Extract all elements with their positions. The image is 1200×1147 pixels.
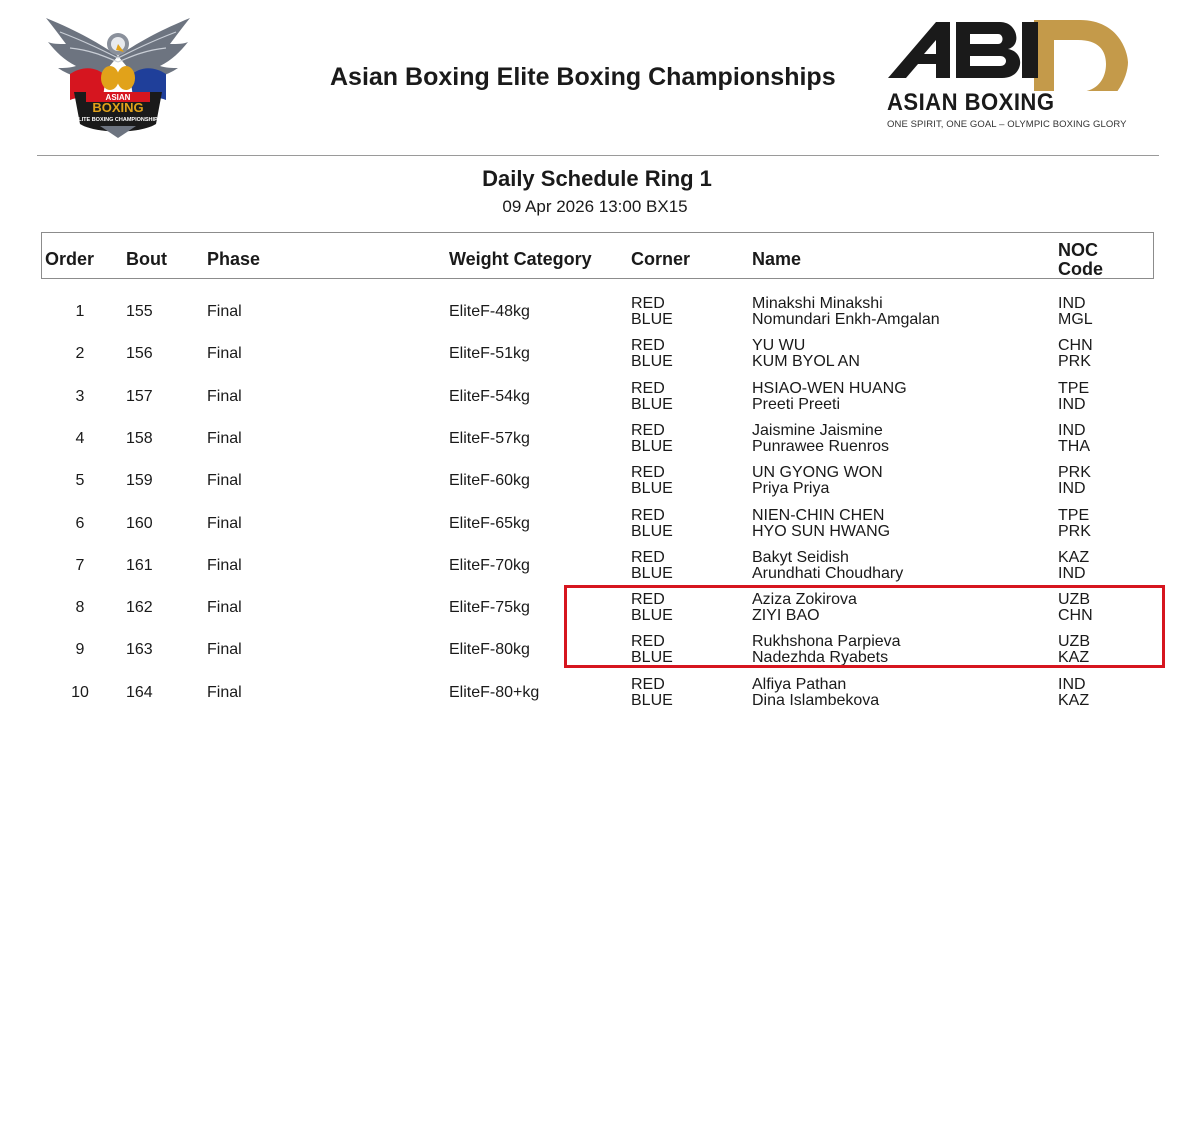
cell-order: 7 xyxy=(75,557,85,574)
cell-name xyxy=(752,677,879,709)
cell-corner xyxy=(631,423,673,455)
table-row xyxy=(0,461,1200,501)
column-header-corner: Corner xyxy=(631,249,691,269)
cell-weight: EliteF-80kg xyxy=(449,641,530,658)
cell-order: 5 xyxy=(75,472,85,489)
cell-weight: EliteF-75kg xyxy=(449,599,530,616)
table-row xyxy=(0,504,1200,544)
cell-phase: Final xyxy=(207,599,242,616)
cell-noc xyxy=(1058,677,1089,709)
cell-bout: 157 xyxy=(126,388,153,405)
cell-noc-blue: PRK xyxy=(1058,353,1091,370)
cell-weight: EliteF-51kg xyxy=(449,345,530,362)
cell-corner-blue: BLUE xyxy=(631,311,673,328)
cell-name xyxy=(752,508,890,540)
cell-name xyxy=(752,381,907,413)
cell-weight: EliteF-80+kg xyxy=(449,684,540,701)
cell-name-red: Alfiya Pathan xyxy=(752,676,847,693)
cell-corner-red: RED xyxy=(631,380,665,397)
table-row xyxy=(0,377,1200,417)
cell-phase: Final xyxy=(207,515,242,532)
cell-name xyxy=(752,296,940,328)
cell-corner xyxy=(631,550,673,582)
cell-name-red: Jaismine Jaismine xyxy=(752,422,883,439)
cell-corner xyxy=(631,508,673,540)
cell-corner-blue: BLUE xyxy=(631,607,673,624)
emblem-line1: ASIAN xyxy=(105,93,131,102)
cell-corner-blue: BLUE xyxy=(631,565,673,582)
event-title: Asian Boxing Elite Boxing Championships xyxy=(330,63,836,91)
column-header-order: Order xyxy=(45,249,95,269)
cell-weight: EliteF-57kg xyxy=(449,430,530,447)
cell-noc xyxy=(1058,550,1089,582)
cell-name-red: UN GYONG WON xyxy=(752,464,883,481)
cell-noc-red: IND xyxy=(1058,676,1086,693)
abd-logo-icon xyxy=(884,16,1134,91)
cell-bout: 161 xyxy=(126,557,153,574)
cell-noc-blue: CHN xyxy=(1058,607,1093,624)
cell-order: 2 xyxy=(75,345,85,362)
cell-phase: Final xyxy=(207,557,242,574)
cell-name xyxy=(752,423,889,455)
cell-noc-blue: IND xyxy=(1058,396,1086,413)
cell-noc xyxy=(1058,508,1091,540)
cell-noc-red: KAZ xyxy=(1058,549,1090,566)
cell-corner-red: RED xyxy=(631,676,665,693)
cell-name-blue: Dina Islambekova xyxy=(752,692,880,709)
column-header-noc-line2: Code xyxy=(1058,259,1103,279)
cell-noc-blue: THA xyxy=(1058,438,1090,455)
asian-boxing-tagline: ONE SPIRIT, ONE GOAL – OLYMPIC BOXING GLORY xyxy=(887,119,1127,130)
emblem-line3: ELITE BOXING CHAMPIONSHIPS xyxy=(74,117,162,123)
cell-name-blue: ZIYI BAO xyxy=(752,607,820,624)
cell-noc-red: IND xyxy=(1058,295,1086,312)
cell-phase: Final xyxy=(207,430,242,447)
cell-corner-red: RED xyxy=(631,337,665,354)
cell-name xyxy=(752,465,883,497)
column-header-phase: Phase xyxy=(207,249,261,269)
cell-corner-blue: BLUE xyxy=(631,396,673,413)
cell-corner-red: RED xyxy=(631,633,665,650)
cell-corner-red: RED xyxy=(631,422,665,439)
cell-order: 1 xyxy=(75,303,85,320)
cell-bout: 160 xyxy=(126,515,153,532)
cell-bout: 155 xyxy=(126,303,153,320)
cell-weight: EliteF-65kg xyxy=(449,515,530,532)
cell-weight: EliteF-48kg xyxy=(449,303,530,320)
cell-order: 6 xyxy=(75,515,85,532)
table-row xyxy=(0,292,1200,332)
cell-noc xyxy=(1058,381,1089,413)
cell-noc-blue: KAZ xyxy=(1058,692,1090,709)
cell-noc-red: PRK xyxy=(1058,464,1091,481)
cell-noc-red: UZB xyxy=(1058,591,1090,608)
cell-name-red: Bakyt Seidish xyxy=(752,549,849,566)
cell-corner xyxy=(631,677,673,709)
schedule-title: Daily Schedule Ring 1 xyxy=(482,166,712,191)
cell-phase: Final xyxy=(207,684,242,701)
cell-name-blue: Arundhati Choudhary xyxy=(752,565,904,582)
cell-order: 9 xyxy=(75,641,85,658)
cell-name-red: Aziza Zokirova xyxy=(752,591,857,608)
cell-order: 8 xyxy=(75,599,85,616)
cell-phase: Final xyxy=(207,641,242,658)
cell-name-blue: Nomundari Enkh-Amgalan xyxy=(752,311,940,328)
cell-bout: 159 xyxy=(126,472,153,489)
column-header-noc-line1: NOC xyxy=(1058,240,1098,260)
cell-noc-red: UZB xyxy=(1058,633,1090,650)
cell-noc-red: IND xyxy=(1058,422,1086,439)
cell-name-blue: HYO SUN HWANG xyxy=(752,523,891,540)
cell-bout: 164 xyxy=(126,684,153,701)
cell-name-red: Minakshi Minakshi xyxy=(752,295,883,312)
cell-name-blue: Punrawee Ruenros xyxy=(752,438,889,455)
cell-weight: EliteF-70kg xyxy=(449,557,530,574)
table-row xyxy=(0,334,1200,374)
cell-noc-red: TPE xyxy=(1058,507,1090,524)
cell-corner xyxy=(631,338,673,370)
cell-noc xyxy=(1058,338,1093,370)
cell-order: 3 xyxy=(75,388,85,405)
cell-name-red: Rukhshona Parpieva xyxy=(752,633,901,650)
cell-noc-red: CHN xyxy=(1058,337,1093,354)
cell-name-red: YU WU xyxy=(752,337,806,354)
cell-name-blue: KUM BYOL AN xyxy=(752,353,860,370)
cell-corner-blue: BLUE xyxy=(631,649,673,666)
cell-noc-blue: KAZ xyxy=(1058,649,1090,666)
cell-corner-red: RED xyxy=(631,591,665,608)
cell-corner-blue: BLUE xyxy=(631,353,673,370)
cell-name xyxy=(752,550,903,582)
table-row xyxy=(0,419,1200,459)
emblem-line2: BOXING xyxy=(92,100,144,115)
column-header-name: Name xyxy=(752,249,802,269)
cell-phase: Final xyxy=(207,472,242,489)
cell-phase: Final xyxy=(207,388,242,405)
cell-noc xyxy=(1058,296,1093,328)
cell-order: 4 xyxy=(75,430,85,447)
cell-corner-red: RED xyxy=(631,464,665,481)
cell-name xyxy=(752,338,860,370)
highlight-box xyxy=(564,585,1165,668)
eagle-emblem-icon xyxy=(40,14,195,142)
schedule-info: 09 Apr 2026 13:00 BX15 xyxy=(502,197,688,216)
cell-bout: 158 xyxy=(126,430,153,447)
cell-corner xyxy=(631,465,673,497)
cell-name-blue: Priya Priya xyxy=(752,480,830,497)
asian-boxing-logo xyxy=(884,16,1134,136)
cell-noc-blue: IND xyxy=(1058,565,1086,582)
cell-corner xyxy=(631,296,673,328)
cell-corner-blue: BLUE xyxy=(631,523,673,540)
cell-bout: 163 xyxy=(126,641,153,658)
header-divider xyxy=(37,155,1159,156)
cell-corner-blue: BLUE xyxy=(631,692,673,709)
cell-phase: Final xyxy=(207,303,242,320)
cell-corner-red: RED xyxy=(631,295,665,312)
cell-corner xyxy=(631,381,673,413)
column-header-bout: Bout xyxy=(126,249,167,269)
cell-weight: EliteF-54kg xyxy=(449,388,530,405)
cell-noc xyxy=(1058,465,1091,497)
cell-noc xyxy=(1058,423,1090,455)
cell-order: 10 xyxy=(71,684,89,701)
cell-noc-blue: MGL xyxy=(1058,311,1093,328)
cell-corner-red: RED xyxy=(631,549,665,566)
cell-weight: EliteF-60kg xyxy=(449,472,530,489)
cell-phase: Final xyxy=(207,345,242,362)
championship-emblem-logo xyxy=(40,14,195,142)
cell-corner-red: RED xyxy=(631,507,665,524)
cell-name-blue: Preeti Preeti xyxy=(752,396,841,413)
cell-corner-blue: BLUE xyxy=(631,438,673,455)
cell-corner-blue: BLUE xyxy=(631,480,673,497)
cell-name-red: HSIAO-WEN HUANG xyxy=(752,380,907,397)
cell-noc-blue: IND xyxy=(1058,480,1086,497)
table-row xyxy=(0,673,1200,713)
cell-name-blue: Nadezhda Ryabets xyxy=(752,649,889,666)
cell-noc-blue: PRK xyxy=(1058,523,1091,540)
table-row xyxy=(0,546,1200,586)
cell-noc-red: TPE xyxy=(1058,380,1090,397)
cell-bout: 156 xyxy=(126,345,153,362)
asian-boxing-brand-text: ASIAN BOXING xyxy=(887,89,1055,116)
cell-bout: 162 xyxy=(126,599,153,616)
cell-name-red: NIEN-CHIN CHEN xyxy=(752,507,885,524)
column-header-weight-category: Weight Category xyxy=(449,249,592,269)
